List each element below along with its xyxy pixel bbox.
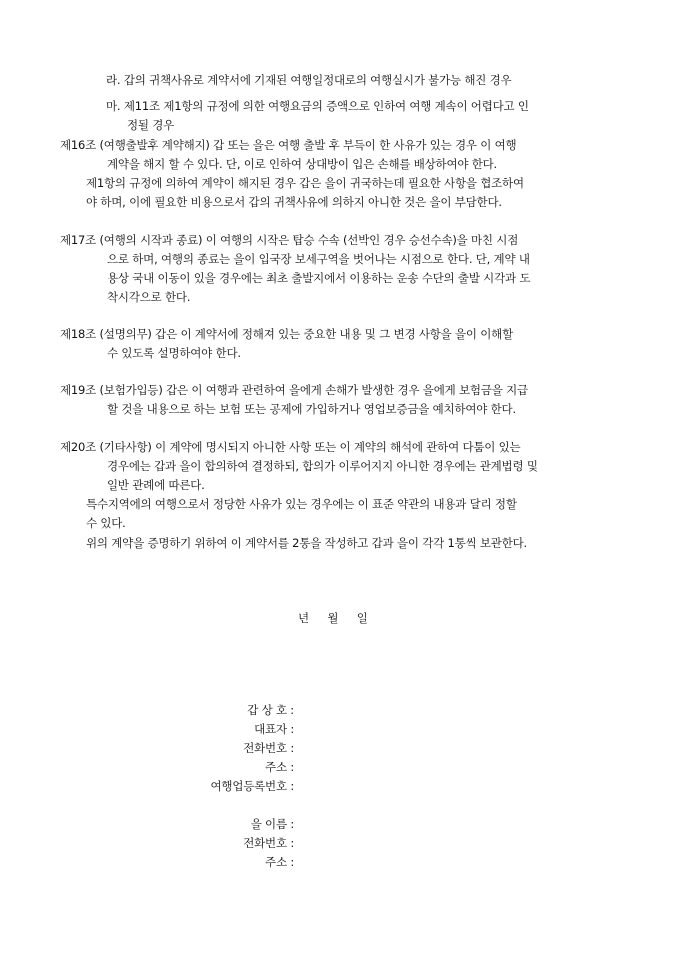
article-20-text-1: 경우에는 갑과 을이 합의하여 결정하되, 합의가 이루어지지 아니한 경우에는 관계법령 및 <box>107 459 538 473</box>
party-a-registration-label: 여행업등록번호 : <box>210 779 294 793</box>
party-a-company-label: 갑 상 호 : <box>247 703 294 717</box>
closing-statement: 위의 계약을 증명하기 위하여 이 계약서를 2통을 작성하고 갑과 을이 각각 1통씩 보관한다. <box>86 536 527 550</box>
party-b-name-label: 을 이름 : <box>250 817 294 831</box>
article-17-text-2: 용상 국내 이동이 있을 경우에는 최초 출발지에서 이용하는 운송 수단의 출발 시각과 도 <box>107 271 531 285</box>
article-16-para2: 제1항의 규정에 의하여 계약이 해지된 경우 갑은 을이 귀국하는데 필요한 사항을 협조하여 <box>86 176 524 190</box>
article-16-para2-cont: 야 하며, 이에 필요한 비용으로서 갑의 귀책사유에 의하지 아니한 것은 을이 부담한다. <box>86 195 502 209</box>
article-18-heading: 제18조 (설명의무) 갑은 이 계약서에 정해져 있는 중요한 내용 및 그 변경 사항을 을이 이해할 <box>60 327 513 341</box>
party-a-phone-label: 전화번호 : <box>243 741 294 755</box>
clause-15-ma-cont: 정될 경우 <box>127 118 175 132</box>
article-20-heading: 제20조 (기타사항) 이 계약에 명시되지 아니한 사항 또는 이 계약의 해석에 관하여 다툼이 있는 <box>60 440 521 454</box>
contract-date: 년 월 일 <box>298 611 368 625</box>
article-19-text: 할 것을 내용으로 하는 보험 또는 공제에 가입하거나 영업보증금을 예치하여야 한다. <box>107 402 516 416</box>
article-20-para2-cont: 수 있다. <box>86 516 126 530</box>
party-a-representative-label: 대표자 : <box>254 722 294 736</box>
article-16-heading: 제16조 (여행출발후 계약해지) 갑 또는 을은 여행 출발 후 부득이 한 사유가 있는 경우 이 여행 <box>60 138 517 152</box>
party-b-phone-label: 전화번호 : <box>243 836 294 850</box>
clause-15-ma: 마. 제11조 제1항의 규정에 의한 여행요금의 증액으로 인하여 여행 계속이 어렵다고 인 <box>106 99 529 113</box>
article-17-text-1: 으로 하며, 여행의 종료는 을이 입국장 보세구역을 벗어나는 시점으로 한다. 단, 계약 내 <box>107 252 530 266</box>
party-b-address-label: 주소 : <box>265 855 294 869</box>
article-18-text: 수 있도록 설명하여야 한다. <box>107 346 241 360</box>
article-17-text-3: 착시각으로 한다. <box>107 290 191 304</box>
article-16-text: 계약을 해지 할 수 있다. 단, 이로 인하여 상대방이 입은 손해를 배상하여야 한다. <box>107 157 498 171</box>
article-20-para2: 특수지역에의 여행으로서 정당한 사유가 있는 경우에는 이 표준 약관의 내용과 달리 정할 <box>86 497 517 511</box>
article-19-heading: 제19조 (보험가입등) 갑은 이 여행과 관련하여 을에게 손해가 발생한 경우 을에게 보험금을 지급 <box>60 383 528 397</box>
article-20-text-2: 일반 관례에 따른다. <box>107 478 205 492</box>
party-a-address-label: 주소 : <box>265 760 294 774</box>
article-17-heading: 제17조 (여행의 시작과 종료) 이 여행의 시작은 탑승 수속 (선박인 경우 승선수속)을 마친 시점 <box>60 233 519 247</box>
clause-15-ra: 라. 갑의 귀책사유로 계약서에 기재된 여행일정대로의 여행실시가 불가능 해진 경우 <box>106 73 512 87</box>
